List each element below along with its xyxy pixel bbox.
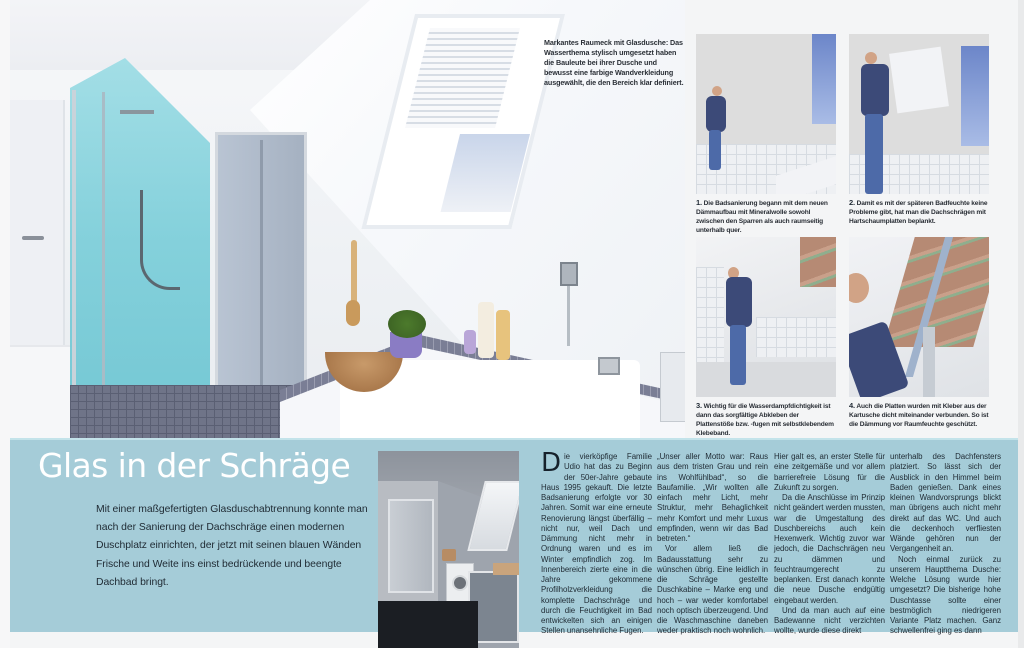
- page-margin-left: [0, 0, 10, 648]
- step-3-photo: [696, 237, 836, 397]
- step-2-caption: 2. Damit es mit der späteren Badfeuchte keine Probleme gibt, hat man die Dachschrägen mit Hartschaumplatten beplankt.: [849, 198, 988, 225]
- tub-mixer: [598, 357, 620, 375]
- hand-shower-holder: [567, 286, 570, 346]
- article-column-3: [774, 452, 885, 637]
- shower-door-edge: [102, 92, 105, 402]
- drop-cap: D: [541, 448, 561, 478]
- article-column-4: [890, 452, 1001, 637]
- paragraph: Vor allem ließ die Badausstattung sehr zu wünschen übrig. Eine leidlich in die Schräge gestellte Duschkabine – Marke eng und hoch – war weder komfortabel noch optisch überzeugend. Und die Waschmaschine daneben weder praktisch noch wohnlich.: [657, 544, 768, 636]
- washing-machine-door: [452, 575, 468, 591]
- shower-head: [120, 110, 154, 114]
- article-column-1: [541, 448, 652, 637]
- basket: [442, 549, 456, 561]
- step-1-photo: [696, 34, 836, 194]
- paragraph: Und da man auch auf eine Badewanne nicht verzichten wollte, wurde diese direkt: [774, 605, 885, 636]
- before-photo: [378, 451, 519, 648]
- paragraph: „Unser aller Motto war: Raus aus dem tristen Grau und rein ins Wohlfühlbad“, so die Baufamilie. „Wir wollten alle einfach mehr Licht, mehr Struktur, mehr Behaglichkeit mehr Komfort und mehr Luxus empfinden, wenn wir das Bad betreten.“: [657, 452, 768, 543]
- paragraph: Da die Anschlüsse im Prinzip nicht geändert werden mussten, war die Umgestaltung des Duschbereichs auch kein Hexenwerk. Wichtig zuvor war jedoch, die Dachschrägen neu zu dämmen und feuchtraumgerecht zu beplanken. Erst danach konnte die neue Dusche endgültig eingebaut werden.: [774, 493, 885, 605]
- article-headline: Glas in der Schräge: [38, 446, 351, 485]
- step-4-photo: [849, 237, 989, 397]
- bottle: [464, 330, 476, 354]
- bottle: [478, 302, 494, 358]
- door: [10, 100, 65, 360]
- step-2: [849, 34, 989, 226]
- hero-caption: Markantes Raumeck mit Glasdusche: Das Wasserthema stylisch umgesetzt haben die Bauleute bei ihrer Dusche und bewusst eine farbige Wandverkleidung ausgewählt, die den Bereich klar definiert.: [544, 38, 684, 87]
- step-4-caption: 4. Auch die Platten wurden mit Kleber aus der Kartusche dicht miteinander verbunden. So ist die Dämmung vor Raumfeuchte geschützt.: [849, 401, 989, 428]
- step-3-caption: 3. Wichtig für die Wasserdampfdichtigkeit ist dann das sorgfältige Abkleben der Plattenstöße bzw. -fugen mit selbstklebendem Klebeband.: [696, 401, 834, 437]
- step-photo-grid: [690, 34, 1000, 437]
- article-column-2: [657, 452, 768, 637]
- storage-boxes: [493, 563, 519, 575]
- step-1-caption: 1. Die Badsanierung begann mit dem neuen Dämmaufbau mit Mineralwolle sowohl zwischen den Sparren als auch raumseitig unterhalb quer.: [696, 198, 828, 234]
- bottle: [496, 310, 510, 360]
- step-2-photo: [849, 34, 989, 194]
- shower-frame: [72, 90, 76, 410]
- paragraph: Noch einmal zurück zu unserem Hauptthema Dusche: Welche Lösung wurde hier umgesetzt? Die bisherige hohe Duschtasse sollte einer bestmöglich niedrigeren Variante Platz machen. Ganz schwellenfrei ging es dann: [890, 554, 1001, 636]
- hand-shower: [560, 262, 578, 286]
- wall-valves: [660, 352, 685, 422]
- paragraph: unterhalb des Dachfensters platziert. So lässt sich der Ausblick in den Himmel beim Baden genießen. Dank eines kleinen Wandvorsprungs blickt man übrigens auch nicht mehr direkt auf das WC. Und auch die deckenhoch verfliesten Wände gehören nun der Vergangenheit an.: [890, 452, 1001, 554]
- bath-brush-head: [346, 300, 360, 326]
- tiled-floor: [70, 385, 305, 440]
- cabinet-divider: [260, 140, 263, 420]
- low-wall: [10, 345, 75, 440]
- article-lead: Mit einer maßgefertigten Glasduschabtrennung konnte man nach der Sanierung der Dachschräge einen modernen Duschplatz einrichten, der jetzt mit seinen blauen Wänden Frische und Weite ins einst bedrückende und beengte Dachbad bringt.: [96, 504, 368, 588]
- step-4: [849, 237, 989, 429]
- step-1: [696, 34, 836, 235]
- step-3: [696, 237, 836, 438]
- paragraph: Hier galt es, an erster Stelle für eine zeitgemäße und vor allem barrierefreie Lösung für die Zukunft zu sorgen.: [774, 452, 885, 492]
- paragraph: Die vierköpfige Familie Udio hat das zu Beginn der 50er-Jahre gebaute Haus 1995 gekauft. Die letzte Badsanierung erfolgte vor 30 Jahren. Somit war eine erneute Renovierung längst überfällig – nicht nur, weil Dach und Dämmung nicht mehr in Ordnung waren und es im Winter empfindlich zog. Im Innenbereich zierte eine in die Jahre gekommene Profilholzverkleidung die komplette Dachschräge und durch die Feuchtigkeit im Bad entwickelten sich an einigen Stellen unansehnliche Fugen.: [541, 448, 652, 636]
- page-margin-right: [1018, 0, 1024, 648]
- shower-hose: [140, 190, 180, 290]
- door-handle: [22, 236, 44, 240]
- old-shower-cabin: [388, 499, 434, 593]
- black-rug: [378, 601, 478, 648]
- plant: [388, 310, 426, 338]
